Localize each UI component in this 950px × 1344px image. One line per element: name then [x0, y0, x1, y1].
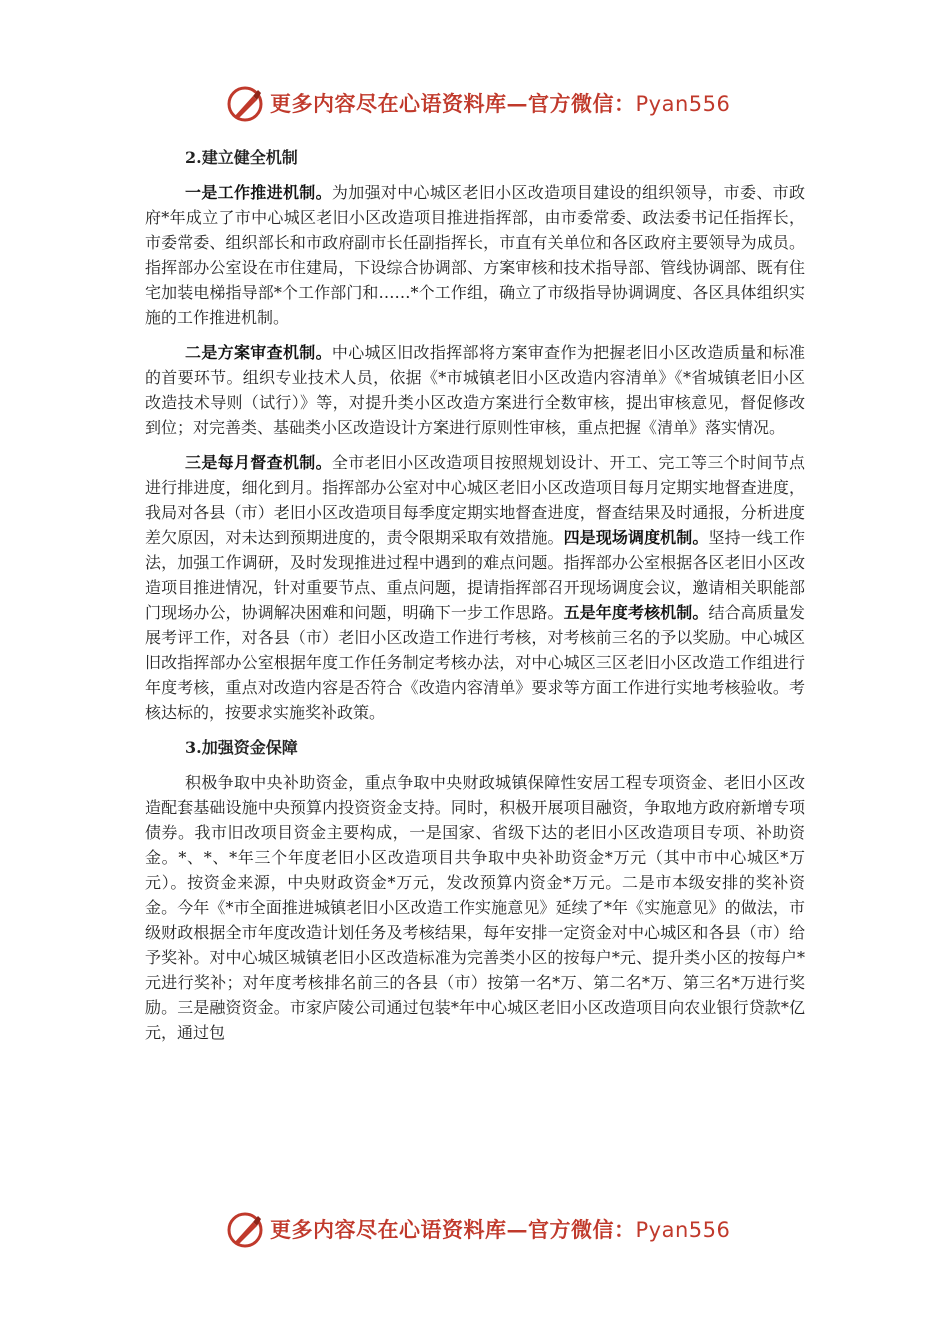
paragraph-body: 为加强对中心城区老旧小区改造项目建设的组织领导，市委、市政府*年成立了市中心城区老旧小区改造项目推进指挥部，由市委常委、政法委书记任指挥长，市委常委、组织部长和市政府副市长任副指挥长，市直有关单位和各区政府主要领导为成员。指挥部办公室设在市住建局，下设综合协调部、方案审核和技术指导部、管线协调部、既有住宅加装电梯指导部*个工作部门和……*个工作组，确立了市级指导协调调度、各区具体组织实施的工作推进机制。 [145, 183, 805, 327]
section-heading: 2.建立健全机制 [185, 148, 298, 167]
paragraph-lead: 五是年度考核机制。 [563, 603, 709, 622]
paragraph-lead: 四是现场调度机制。 [563, 528, 709, 547]
paragraph: 积极争取中央补助资金，重点争取中央财政城镇保障性安居工程专项资金、老旧小区改造配套基础设施中央预算内投资资金支持。同时，积极开展项目融资，争取地方政府新增专项债券。我市旧改项目资金主要构成，一是国家、省级下达的老旧小区改造项目专项、补助资金。*、*、*年三个年度老旧小区改造项目共争取中央补助资金*万元（其中市中心城区*万元）。按资金来源，中央财政资金*万元，发改预算内资金*万元。二是市本级安排的奖补资金。今年《*市全面推进城镇老旧小区改造工作实施意见》延续了*年《实施意见》的做法，市级财政根据全市年度改造计划任务及考核结果，每年安排一定资金对中心城区和各县（市）给予奖补。对中心城区城镇老旧小区改造标准为完善类小区的按每户*元、提升类小区的按每户*元进行奖补；对年度考核排名前三的各县（市）按第一名*万、第二名*万、第三名*万进行奖励。三是融资资金。市家庐陵公司通过包装*年中心城区老旧小区改造项目向农业银行贷款*亿元，通过包 [145, 773, 805, 1042]
banner-text: 更多内容尽在心语资料库—官方微信：Pyan556 [270, 1217, 731, 1242]
paragraph-body: 坚持一线工作法，加强工作调研，及时发现推进过程中遇到的难点问题。指挥部办公室根据各区老旧小区改造项目推进情况，针对重要节点、重点问题，提请指挥部召开现场调度会议，邀请相关职能部门现场办公，协调解决困难和问题，明确下一步工作思路。 [145, 528, 805, 622]
paragraph-body: 结合高质量发展考评工作，对各县（市）老旧小区改造工作进行考核，对考核前三名的予以奖励。中心城区旧改指挥部办公室根据年度工作任务制定考核办法，对中心城区三区老旧小区改造工作组进行年度考核，重点对改造内容是否符合《改造内容清单》要求等方面工作进行实地考核验收。考核达标的，按要求实施奖补政策。 [145, 603, 805, 722]
paragraph-body: 中心城区旧改指挥部将方案审查作为把握老旧小区改造质量和标准的首要环节。组织专业技术人员，依据《*市城镇老旧小区改造内容清单》《*省城镇老旧小区改造技术导则（试行）》等，对提升类小区改造方案进行全数审核，提出审核意见，督促修改到位；对完善类、基础类小区改造设计方案进行原则性审核，重点把握《清单》落实情况。 [145, 343, 805, 437]
paragraph [145, 180, 805, 330]
footer-banner [0, 1200, 950, 1260]
pen-logo-icon [225, 1210, 265, 1250]
paragraph-lead: 二是方案审查机制。 [185, 343, 332, 362]
pen-logo-icon [225, 84, 265, 124]
document-body [145, 145, 805, 1045]
paragraph [145, 450, 805, 725]
paragraph-lead: 三是每月督查机制。 [185, 453, 332, 472]
paragraph-lead: 一是工作推进机制。 [185, 183, 332, 202]
header-banner [0, 74, 950, 134]
paragraph [145, 340, 805, 440]
paragraph-body: 全市老旧小区改造项目按照规划设计、开工、完工等三个时间节点进行排进度，细化到月。指挥部办公室对中心城区老旧小区改造项目每月定期实地督查进度，我局对各县（市）老旧小区改造项目每季度定期实地督查进度，督查结果及时通报，分析进度差欠原因，对未达到预期进度的，责令限期采取有效措施。 [145, 453, 805, 547]
section-heading: 3.加强资金保障 [185, 738, 298, 757]
banner-text: 更多内容尽在心语资料库—官方微信：Pyan556 [270, 91, 731, 116]
